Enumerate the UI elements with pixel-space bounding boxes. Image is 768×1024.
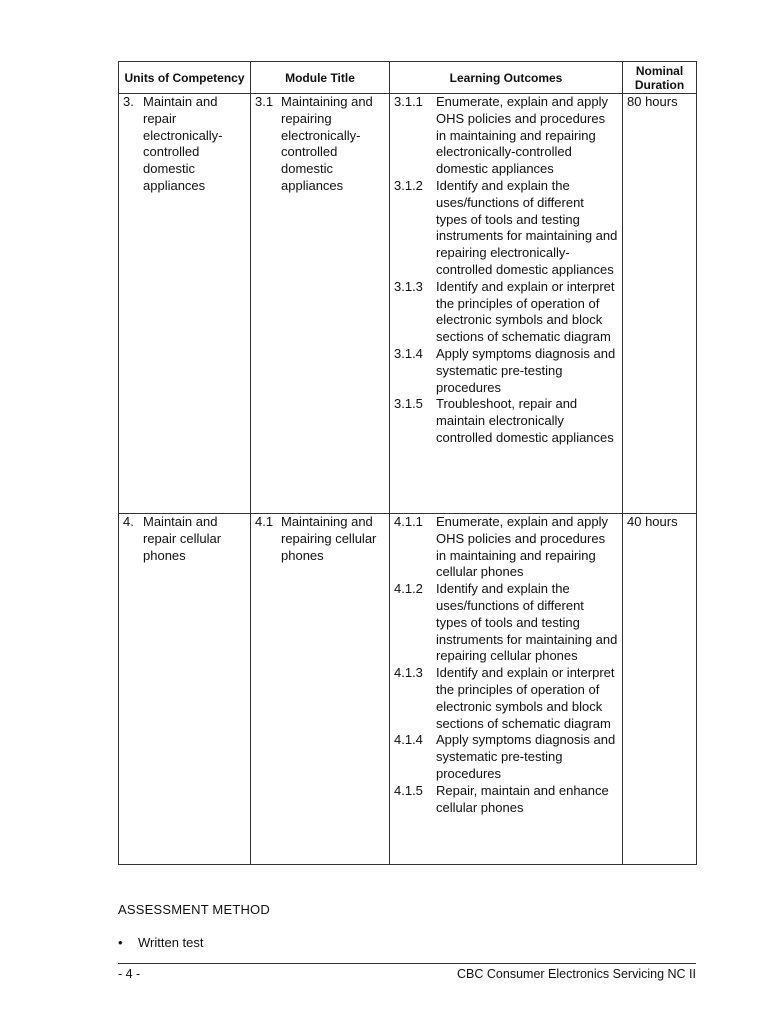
document-title: CBC Consumer Electronics Servicing NC II: [457, 967, 696, 981]
outcome-text: Repair, maintain and enhance cellular phones: [436, 782, 609, 815]
module-number: 3.1: [255, 94, 274, 109]
outcome-item: [394, 346, 618, 396]
unit-number: 3.: [123, 94, 134, 109]
table-row: [119, 514, 697, 865]
table-header-row: [119, 62, 697, 94]
outcome-item: [394, 94, 618, 178]
unit-title: Maintain and repair cellular phones: [143, 514, 222, 563]
header-module: Module Title: [251, 62, 390, 94]
outcome-item: [394, 783, 618, 817]
page-footer: [118, 963, 696, 981]
module-number: 4.1: [255, 514, 274, 529]
outcome-text: Identify and explain or interpret the principles of operation of electronic symbols and block sections of schematic diagram: [436, 665, 615, 731]
outcome-text: Enumerate, explain and apply OHS policies and procedures in maintaining and repairing electronically-controlled domestic appliances: [436, 94, 609, 177]
header-duration: Nominal Duration: [623, 62, 697, 94]
outcome-item: [394, 514, 618, 581]
outcome-number: 3.1.3: [394, 278, 423, 294]
outcome-number: 4.1.5: [394, 782, 423, 798]
unit-cell: [119, 514, 251, 865]
unit-number: 4.: [123, 514, 134, 529]
outcome-number: 3.1.4: [394, 345, 423, 361]
duration-cell: 80 hours: [623, 94, 697, 514]
outcome-text: Apply symptoms diagnosis and systematic pre-testing procedures: [436, 345, 616, 395]
outcome-text: Identify and explain the uses/functions of different types of tools and testing instruments for maintaining and repairing cellular phones: [436, 581, 618, 664]
unit-cell: [119, 94, 251, 514]
outcomes-cell: [390, 514, 623, 865]
outcome-text: Enumerate, explain and apply OHS policies and procedures in maintaining and repairing cellular phones: [436, 514, 609, 580]
competency-table: [118, 61, 697, 865]
unit-title: Maintain and repair electronically-controlled domestic appliances: [143, 94, 223, 193]
outcome-text: Apply symptoms diagnosis and systematic pre-testing procedures: [436, 732, 616, 781]
duration-cell: 40 hours: [623, 514, 697, 865]
outcome-item: [394, 396, 618, 446]
outcome-text: Troubleshoot, repair and maintain electronically controlled domestic appliances: [436, 396, 614, 445]
outcome-number: 4.1.3: [394, 665, 423, 681]
outcome-number: 3.1.2: [394, 177, 423, 193]
outcome-number: 3.1.5: [394, 396, 423, 412]
outcome-number: 3.1.1: [394, 94, 423, 109]
module-title: Maintaining and repairing cellular phones: [281, 514, 377, 563]
module-title: Maintaining and repairing electronically-controlled domestic appliances: [281, 94, 373, 193]
bullet-icon: •: [118, 935, 123, 950]
outcome-item: [394, 178, 618, 279]
outcome-item: [394, 581, 618, 665]
outcome-item: [394, 279, 618, 346]
header-units: Units of Competency: [119, 62, 251, 94]
page-number: - 4 -: [118, 967, 141, 981]
outcome-text: Identify and explain the uses/functions of different types of tools and testing instruments for maintaining and repairing electronically-controlled domestic appliances: [436, 177, 618, 277]
assessment-item: [118, 935, 204, 950]
outcomes-cell: [390, 94, 623, 514]
module-cell: [251, 514, 390, 865]
module-cell: [251, 94, 390, 514]
table-row: [119, 94, 697, 514]
header-outcomes: Learning Outcomes: [390, 62, 623, 94]
outcome-item: [394, 665, 618, 732]
outcome-item: [394, 732, 618, 782]
assessment-heading: ASSESSMENT METHOD: [118, 902, 270, 917]
outcome-text: Identify and explain or interpret the principles of operation of electronic symbols and block sections of schematic diagram: [436, 278, 615, 345]
outcome-number: 4.1.2: [394, 581, 423, 597]
assessment-item-text: Written test: [138, 935, 204, 950]
outcome-number: 4.1.4: [394, 732, 423, 748]
outcome-number: 4.1.1: [394, 514, 423, 529]
